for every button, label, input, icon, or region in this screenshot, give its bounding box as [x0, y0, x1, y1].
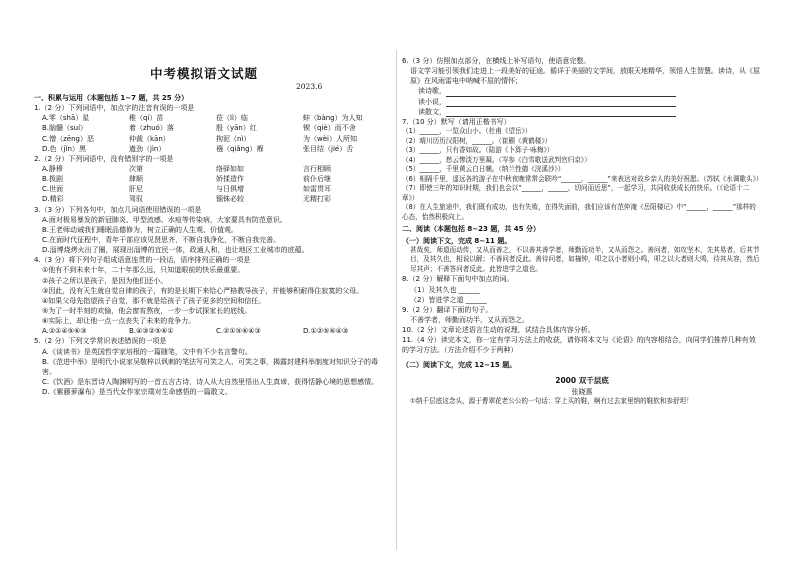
q1-row-d: [34, 144, 390, 154]
q1-option: 殷（yān）红: [216, 124, 257, 133]
q1-row-a: [34, 113, 390, 123]
q7-stem: 7.（10 分）默写（请用正楷书写）: [402, 117, 511, 126]
q6-line-3: [402, 107, 762, 117]
q10-stem: 10.（2 分）文章论述语言生动的说理，试结合具体内容分析。: [402, 326, 595, 335]
q4-option: D.①②⑤⑥④③: [303, 327, 349, 336]
q6-stem: 6.（3 分）仿照加点部分，在横线上补写语句，使语意完整。: [402, 57, 591, 65]
q4-item: ①他有不到未来十年，二十年那么远，只知道眼前的快乐最重要。: [42, 266, 245, 275]
q11-stem: 11.（4 分）读完本文，你一定有学习方法上的收获，请你将本文与《论语》的内容相结合，向同学们推荐几种有效的学习方法。（方法介绍不少于两种）: [402, 336, 756, 355]
passage-2-author: 张晓惠: [571, 387, 593, 396]
q7-item-8: （8）在人生旅途中，我们既有成功，也有失败，在得失面前，我们应该有范仲淹《岳阳楼记》中“______，______”那样的心态，怡然积极向上。: [402, 203, 756, 221]
answer-blank[interactable]: [446, 89, 676, 97]
q4-options: [34, 326, 390, 336]
q3-option-d: D.淄博烧烤火出了圈，展现出淄博的宜民一体，政通人和，也让地区工业城市的底蕴。: [42, 246, 309, 255]
passage-2-title: 2000 双千层底: [555, 375, 609, 385]
q2-row-b: [34, 174, 390, 184]
q4-item: ④如果父母先指望孩子自觉，那不就是给孩子了孩子更多的空间和信任。: [42, 296, 266, 305]
answer-blank[interactable]: [446, 109, 676, 117]
q2-option: 言行相顾: [303, 164, 331, 173]
q2-option: A.静穆: [42, 164, 63, 173]
q1-option: 拘泥（nì）: [216, 134, 251, 143]
exam-title: 中考模拟语文试题: [150, 66, 259, 81]
q2-option: 肆顺: [129, 175, 143, 184]
q4-item: ⑤为了一时半刻的欢愉，他会窗宵熬夜，一步一步试探家长的底线。: [42, 306, 252, 315]
q7-item-7: （7）即使三年的知识时期，我们也会以“______，______，切问而近思”，一起学习，共同收获成长的快乐。（《论语十二章》）: [402, 184, 750, 202]
q5-option-d: D.《紫藤萝瀑布》是当代女作家宗璞对生命感悟的一篇散文。: [42, 388, 232, 397]
q2-option: D.精彩: [42, 195, 64, 204]
q2-option: 无精打彩: [303, 195, 331, 204]
q6-line-label: 读小说，: [418, 97, 446, 106]
q1-option: B.脑髓（suí）: [42, 124, 88, 133]
q2-option: 锱铢必较: [216, 195, 244, 204]
q2-option: 次第: [129, 164, 143, 173]
q2-row-d: [34, 194, 390, 204]
section-1-heading: 一、积累与运用（本题包括 1~7 题，共 25 分）: [34, 94, 189, 102]
left-column: [34, 0, 390, 561]
q4-item: ③因此，没有天生就自觉自律的孩子，有的是长期下来给心严格教导孩子，并能够积耐得住寂寞的父母。: [42, 286, 364, 295]
q6-line-1: [402, 86, 762, 96]
q7-item-6: （6）相隔千里，遥远各的游子在中秋夜晚常常会联吟“______，______”来表达对故乡亲人的美好祝愿。（苏轼《水调歌头》）: [402, 174, 763, 183]
q3-option-a: A.面对极易暴发的新冠肺炎、甲型流感、水痘等传染病，大家要具有防范意识。: [42, 215, 287, 224]
q7-item-2: （2）晴川历历汉阳树，______。（崔颢《黄鹤楼》）: [402, 136, 552, 145]
answer-blank[interactable]: [446, 99, 676, 107]
exam-date: 2023.6: [296, 82, 323, 91]
q3-option-c: C.在面时代征程中，青年干部应该见贤思齐，不断自我净化，不断自我完善。: [42, 235, 281, 244]
q4-option: A.②①④⑤⑥③: [42, 327, 87, 336]
q1-option: 张目结（jié）舌: [303, 144, 354, 153]
q8-part-2: （2）皆进学之道 ______: [410, 295, 487, 304]
q1-option: A.零（shā）星: [42, 114, 90, 123]
passage-1-text: 甚哉矣，师道而动传，又从而善之，不以善其善学者，师勤而功半，又从而怨之。善问者，如攻坚木，先其易者，后其节目，及其久也，相说以解；不善问者反此。善待问者，如撞钟，叩之以小者则小鸣，叩之以大者则大鸣，待其从容，然后尽其声；不善答问者反此。此皆进学之道也。: [410, 245, 760, 273]
q2-option: 如雷贯耳: [303, 185, 331, 194]
q9-stem: 9.（2 分）翻译下面的句子。: [402, 305, 493, 314]
section-2-heading: 二、阅读（本题包括 8~23 题，共 45 分）: [402, 225, 540, 234]
q4-item: ②孩子之所以是孩子，是因为他们还小。: [42, 276, 168, 285]
q8-stem: 8.（2 分）解释下面句中加点的词。: [402, 275, 514, 284]
column-divider: [396, 50, 397, 550]
q2-option: 前仆后继: [303, 175, 331, 184]
q2-stem: 2.（2 分）下列词语中，没有错别字的一项是: [34, 154, 174, 163]
q2-option: 络驿如如: [216, 164, 244, 173]
q1-option: 莅（lì）临: [216, 114, 248, 123]
q1-stem: 1.（2 分）下列词语中，加点字的注音有误的一项是: [34, 104, 195, 113]
right-column: [402, 0, 762, 561]
q5-option-c: C.《饮酒》是东晋诗人陶渊明写的一首五言古诗，诗人从大自然里悟出人生真谛，获得恬静心境的思想感情。: [42, 377, 379, 386]
q3-option-b: B.王老师动诫我们睡眠品德修为，树立正确的人生观、价值观。: [42, 225, 239, 234]
q2-option: 娇揉造作: [216, 175, 244, 184]
q1-option: 蚌（bàng）为人知: [303, 114, 363, 123]
q1-row-c: [34, 134, 390, 144]
q1-option: 遒劲（jìn）: [129, 144, 166, 153]
passage-2-heading: （二）阅读下文，完成 12~15 题。: [402, 360, 517, 369]
q2-option: 肝尼: [129, 185, 143, 194]
q2-option: B.拨剧: [42, 175, 64, 184]
q1-row-b: [34, 123, 390, 133]
q1-option: 锲（qiè）而不舍: [303, 124, 356, 133]
q2-row-a: [34, 164, 390, 174]
q8-part-1: （1）及其久也 ______: [410, 285, 480, 294]
q7-item-4: （4）______，愁云惨淡万里凝。（岑参《白雪歌送武判官归京》）: [402, 155, 591, 164]
q4-item: ⑥实际上，却让他一点一点丧失了未来的竞争力。: [42, 317, 196, 326]
q5-stem: 5.（2 分）下列文学常识表述错误的一项是: [34, 337, 167, 346]
passage-1-heading: （一）阅读下文，完成 8~11 题。: [402, 236, 512, 245]
q2-option: C.世面: [42, 185, 64, 194]
q6-line-2: [402, 97, 762, 107]
q2-option: 与日俱增: [216, 185, 244, 194]
q5-option-b: B.《范进中举》是明代小说家吴敬梓以讽刺的笔法写可笑之人、可笑之事，揭露封建科举制度对知识分子的毒害。: [42, 357, 379, 376]
q1-option: 仲裁（kān）: [129, 134, 170, 143]
passage-2-text: ①纳千层底这念头，源于曹翠花老公公的一句话：穿上买的鞋，啊有过去家里纳的鞋软和参舒坦！: [410, 396, 693, 405]
q4-stem: 4.（3 分）将下列句子组成语意连贯的一段话，语序排列正确的一项是: [34, 256, 251, 265]
q6-intro: 语文学习能引领我们走进上一段美好的征途。循详于美丽的文学间，放眼天地精华，领悟人生智慧。读诗，从《屈原》在风雨雷电中呐喊不屈的情怀；: [410, 67, 760, 86]
q3-stem: 3.（3 分）下列各句中，加点几词语使用错误的一项是: [34, 205, 202, 214]
q5-option-a: A.《谈读书》是英国哲学家培根的一篇随笔，文中有不少名言警句。: [42, 347, 252, 356]
q2-option: 驾驭: [129, 195, 143, 204]
q6-line-label: 读诗歌，: [418, 87, 446, 96]
q4-option: B.④③②⑤⑥①: [129, 327, 174, 336]
q6-line-label: 读散文，: [418, 107, 446, 116]
q1-option: D.色（jǐn）黑: [42, 144, 86, 153]
q9-sentence: 不善学者，师勤而功半，又从而怨之。: [410, 315, 529, 324]
q1-option: 着（zhuó）落: [129, 124, 174, 133]
q7-item-5: （5）______，千里黄云白日曛。（纳兰性德《浣溪沙》）: [402, 165, 565, 174]
q1-option: 稚（qí）苗: [129, 114, 164, 123]
q4-option: C.②①⑤⑥④③: [216, 327, 261, 336]
q7-item-3: （3）______，只有香如故。（陆游《卜算子·咏梅》）: [402, 146, 554, 155]
q1-option: C.憎（zēng）恶: [42, 134, 94, 143]
q1-option: 襁（qiǎng）褓: [216, 144, 264, 153]
q7-item-1: （1）______，一览众山小。（杜甫《望岳》）: [402, 126, 532, 135]
q2-row-c: [34, 184, 390, 194]
q1-option: 为（wèi）人所知: [303, 134, 357, 143]
